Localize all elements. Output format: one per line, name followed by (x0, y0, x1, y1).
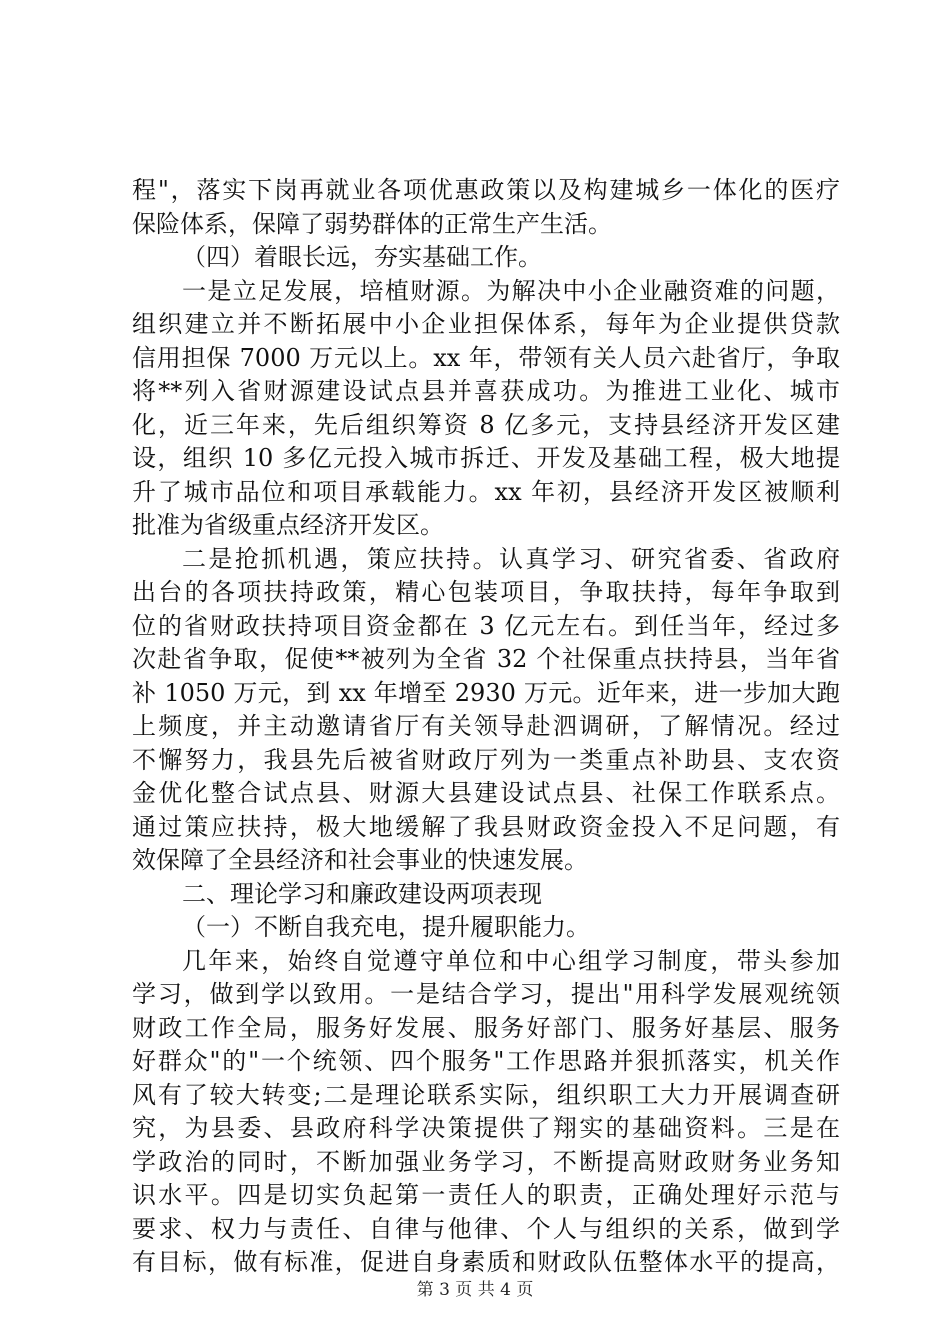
body-line: 要求、权力与责任、自律与他律、个人与组织的关系，做到学 (132, 1214, 840, 1243)
section-heading: （一）不断自我充电，提升履职能力。 (182, 913, 590, 941)
body-line: 学习，做到学以致用。一是结合学习，提出"用科学发展观统领 (132, 980, 840, 1008)
section-heading: （四）着眼长远，夯实基础工作。 (182, 243, 542, 271)
body-line: 究，为县委、县政府科学决策提供了翔实的基础资料。三是在 (132, 1114, 840, 1142)
body-line: 批准为省级重点经济开发区。 (132, 511, 444, 539)
document-body (132, 174, 840, 1280)
body-line: 几年来，始终自觉遵守单位和中心组学习制度，带头参加 (182, 946, 840, 975)
body-line: 财政工作全局，服务好发展、服务好部门、服务好基层、服务 (132, 1013, 840, 1042)
body-line: 位的省财政扶持项目资金都在 3 亿元左右。到任当年，经过多 (132, 611, 840, 640)
body-line: 二是抢抓机遇，策应扶持。认真学习、研究省委、省政府 (182, 544, 840, 573)
body-line: 将**列入省财源建设试点县并喜获成功。为推进工业化、城市 (132, 377, 840, 405)
body-line: 不懈努力，我县先后被省财政厅列为一类重点补助县、支农资 (132, 745, 840, 774)
body-line: 保险体系，保障了弱势群体的正常生产生活。 (132, 209, 612, 238)
body-line: 补 1050 万元，到 xx 年增至 2930 万元。近年来，进一步加大跑 (132, 678, 840, 707)
body-line: 信用担保 7000 万元以上。xx 年，带领有关人员六赴省厅，争取 (132, 343, 840, 372)
section-heading: 二、理论学习和廉政建设两项表现 (182, 879, 542, 908)
body-line: 识水平。四是切实负起第一责任人的职责，正确处理好示范与 (132, 1181, 840, 1209)
body-line: 升了城市品位和项目承载能力。xx 年初，县经济开发区被顺利 (132, 477, 840, 506)
body-line: 出台的各项扶持政策，精心包装项目，争取扶持，每年争取到 (132, 578, 840, 606)
body-line: 化，近三年来，先后组织筹资 8 亿多元，支持县经济开发区建 (132, 410, 840, 439)
body-line: 程"，落实下岗再就业各项优惠政策以及构建城乡一体化的医疗 (132, 176, 840, 204)
body-line: 有目标，做有标准，促进自身素质和财政队伍整体水平的提高， (132, 1248, 840, 1276)
page-footer: 第 3 页 共 4 页 (416, 1280, 534, 1300)
body-line: 通过策应扶持，极大地缓解了我县财政资金投入不足问题，有 (132, 812, 840, 841)
body-line: 上频度，并主动邀请省厅有关领导赴泗调研，了解情况。经过 (132, 712, 840, 740)
body-line: 一是立足发展，培植财源。为解决中小企业融资难的问题， (182, 276, 840, 305)
body-line: 次赴省争取，促使**被列为全省 32 个社保重点扶持县，当年省 (132, 645, 840, 673)
body-line: 设，组织 10 多亿元投入城市拆迁、开发及基础工程，极大地提 (132, 444, 840, 472)
body-line: 效保障了全县经济和社会事业的快速发展。 (132, 846, 588, 874)
body-line: 风有了较大转变;二是理论联系实际，组织职工大力开展调查研 (132, 1080, 840, 1109)
body-line: 组织建立并不断拓展中小企业担保体系，每年为企业提供贷款 (132, 310, 840, 338)
body-line: 金优化整合试点县、财源大县建设试点县、社保工作联系点。 (132, 779, 840, 807)
body-line: 学政治的同时，不断加强业务学习，不断提高财政财务业务知 (132, 1147, 840, 1176)
body-line: 好群众"的"一个统领、四个服务"工作思路并狠抓落实，机关作 (132, 1047, 840, 1075)
